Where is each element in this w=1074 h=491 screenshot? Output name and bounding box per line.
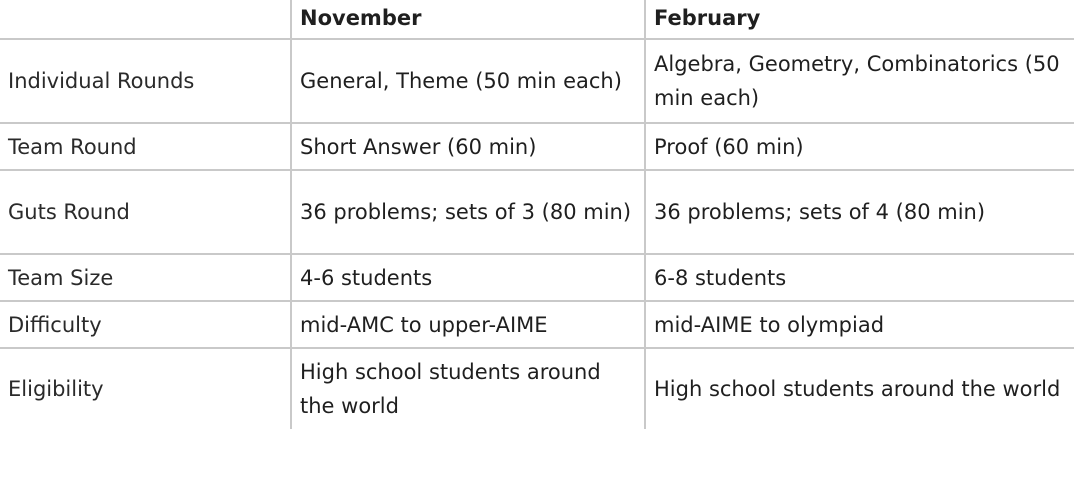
table-row [0,39,1074,123]
row-label: Eligibility [0,348,291,429]
row-label: Team Size [0,254,291,301]
february-cell: mid-AIME to olympiad [645,301,1074,348]
row-label: Individual Rounds [0,39,291,123]
table-row [0,170,1074,254]
november-cell: 36 problems; sets of 3 (80 min) [291,170,645,254]
table-row [0,301,1074,348]
header-cell-empty [0,0,291,39]
table-row [0,348,1074,429]
header-cell-february: February [645,0,1074,39]
november-cell: High school students around the world [291,348,645,429]
header-row [0,0,1074,39]
february-cell: High school students around the world [645,348,1074,429]
row-label: Guts Round [0,170,291,254]
november-cell: Short Answer (60 min) [291,123,645,170]
row-label: Team Round [0,123,291,170]
november-cell: General, Theme (50 min each) [291,39,645,123]
february-cell: Algebra, Geometry, Combinatorics (50 min each) [645,39,1074,123]
february-cell: Proof (60 min) [645,123,1074,170]
november-cell: mid-AMC to upper-AIME [291,301,645,348]
table-row [0,254,1074,301]
header-cell-november: November [291,0,645,39]
november-cell: 4-6 students [291,254,645,301]
february-cell: 36 problems; sets of 4 (80 min) [645,170,1074,254]
table-row [0,123,1074,170]
row-label: Difficulty [0,301,291,348]
february-cell: 6-8 students [645,254,1074,301]
